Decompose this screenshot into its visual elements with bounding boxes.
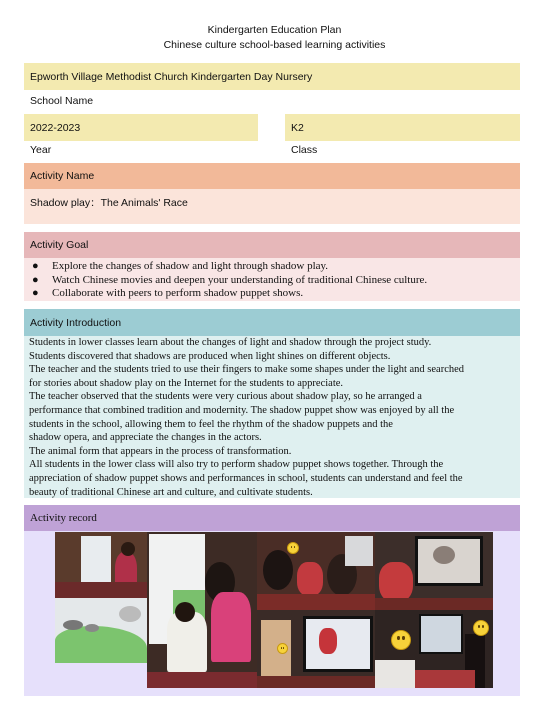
photo-puppet-stage	[147, 532, 257, 688]
intro-line: Students in lower classes learn about the changes of light and shadow through the project study.	[29, 337, 432, 348]
bullet-icon: ●	[32, 287, 39, 300]
class-text: K2	[291, 121, 304, 134]
year-text: 2022-2023	[30, 121, 81, 134]
intro-line: appreciation of shadow puppet shows and performances in school, students can understand and feel the	[29, 472, 463, 484]
school-name-value	[24, 63, 520, 90]
class-label: Class	[291, 144, 318, 156]
goal-item: ● Watch Chinese movies and deepen your understanding of traditional Chinese culture.	[32, 273, 428, 286]
photo-children-puppets	[55, 532, 147, 598]
intro-line: The teacher observed that the students were very curious about shadow play, so he arranged a	[29, 391, 422, 403]
intro-line: All students in the lower class will also try to perform shadow puppet shows together. Through the	[29, 459, 444, 471]
goal-item: ● Collaborate with peers to perform shadow puppet shows.	[32, 287, 304, 300]
intro-line: performance that combined tradition and modernity. The shadow puppet show was enjoyed by all the	[29, 404, 455, 416]
smiley-icon	[277, 643, 288, 654]
intro-line: The animal form that appears in the process of transformation.	[29, 445, 292, 457]
activity-name-body	[24, 189, 520, 224]
activity-goal-label: Activity Goal	[30, 239, 89, 251]
bullet-icon: ●	[32, 273, 39, 286]
activity-goal-header	[24, 232, 520, 258]
activity-intro-header	[24, 309, 520, 336]
bullet-icon: ●	[32, 260, 39, 272]
photo-audience	[257, 532, 375, 610]
smiley-icon	[391, 630, 411, 650]
intro-line: Students discovered that shadows are produced when light shines on different objects.	[29, 350, 391, 362]
smiley-icon	[287, 542, 299, 554]
activity-name-label: Activity Name	[30, 170, 95, 182]
school-name-text: Epworth Village Methodist Church Kindergarten Day Nursery	[30, 70, 313, 83]
class-value	[285, 114, 520, 141]
photo-shadow-screen	[55, 598, 147, 663]
school-name-label: School Name	[30, 95, 94, 107]
activity-name-value: Shadow play：The Animals' Race	[30, 197, 188, 209]
intro-line: for stories about shadow play on the Internet for the students to appreciate.	[29, 377, 344, 389]
year-label: Year	[30, 144, 52, 156]
activity-intro-label: Activity Introduction	[30, 316, 122, 329]
activity-record-label: Activity record	[30, 512, 97, 524]
activity-record-header	[24, 505, 520, 531]
photo-screen-show	[257, 610, 375, 688]
intro-line: beauty of traditional Chinese art and culture, and cultivate students.	[29, 486, 313, 498]
activity-intro-body	[24, 336, 520, 498]
year-value	[24, 114, 258, 141]
plan-subtitle: Chinese culture school-based learning activities	[163, 39, 386, 51]
activity-goal-body	[24, 258, 520, 301]
goal-item: ● Explore the changes of shadow and light through shadow play.	[32, 260, 329, 272]
intro-line: shadow opera, and appreciate the changes in the actors.	[29, 432, 262, 444]
photo-projection	[375, 532, 493, 610]
plan-title: Kindergarten Education Plan	[207, 24, 342, 36]
intro-line: The teacher and the students tried to use their fingers to make some shapes under the light and searched	[29, 364, 465, 376]
activity-name-header	[24, 163, 520, 189]
smiley-icon	[473, 620, 489, 636]
goal-list	[28, 260, 427, 301]
intro-line: students in the school, allowing them to feel the rhythm of the shadow puppets and the	[29, 418, 393, 430]
